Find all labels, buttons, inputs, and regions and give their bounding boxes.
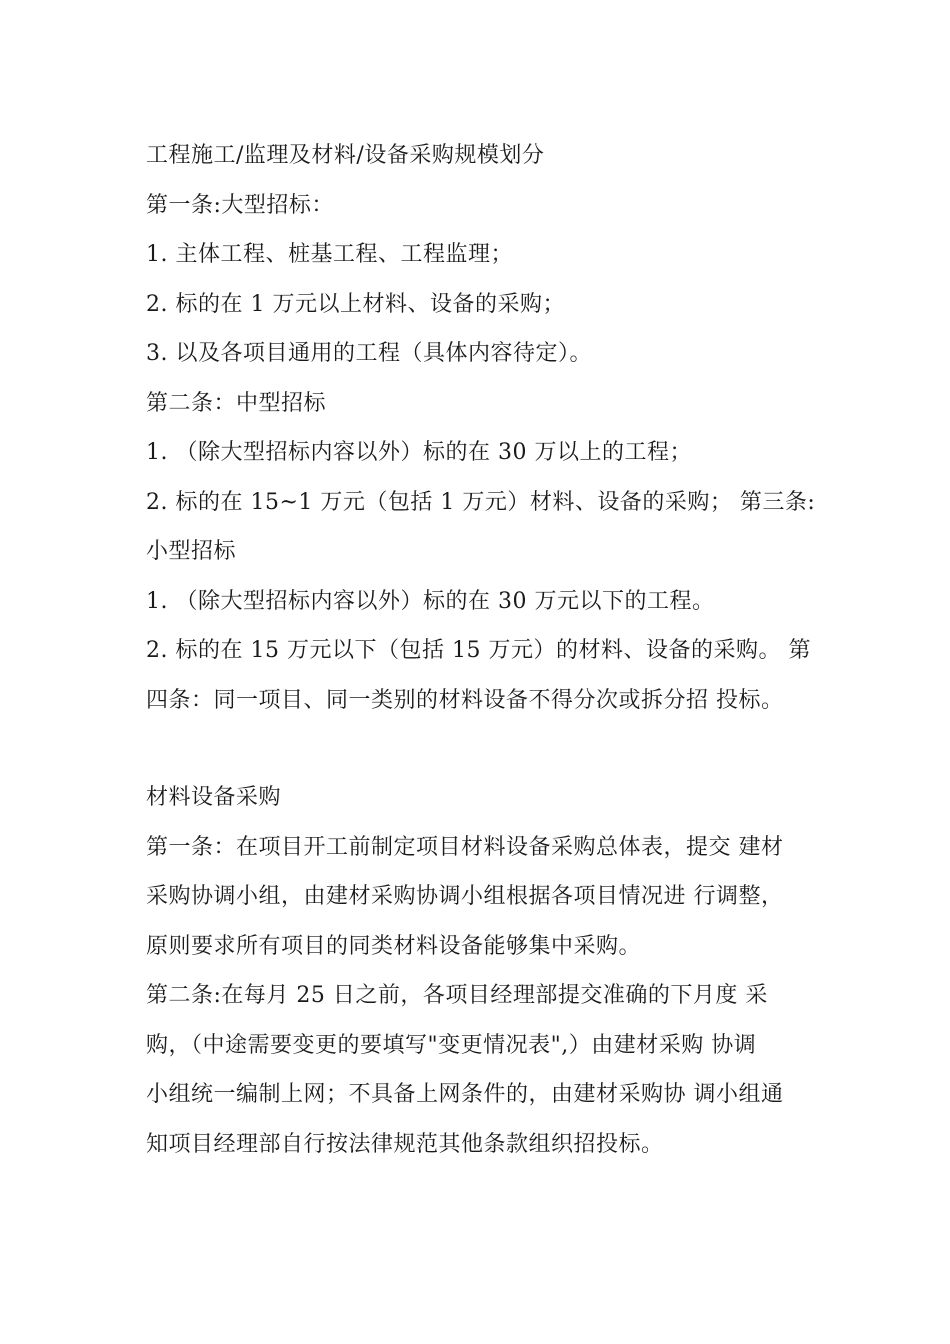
paragraph-line: 第一条:大型招标： (146, 192, 334, 218)
paragraph-line: 原则要求所有项目的同类材料设备能够集中采购。 (146, 933, 642, 959)
paragraph-line: 购，（中途需要变更的要填写"变更情况表",）由建材采购 协调 (146, 1032, 757, 1058)
paragraph-line: 小型招标 (146, 539, 237, 564)
paragraph-line: 2. 标的在 15 万元以下（包括 15 万元）的材料、设备的采购。 第 (146, 638, 811, 663)
paragraph-line: 2. 标的在 15~1 万元（包括 1 万元）材料、设备的采购； 第三条: (146, 489, 816, 515)
paragraph-line: 1. （除大型招标内容以外）标的在 30 万元以下的工程。 (146, 588, 715, 614)
paragraph-line: 1. （除大型招标内容以外）标的在 30 万以上的工程； (146, 440, 692, 465)
paragraph-line: 3. 以及各项目通用的工程（具体内容待定）。 (146, 341, 592, 366)
paragraph-line: 四条：同一项目、同一类别的材料设备不得分次或拆分招 投标。 (146, 687, 784, 713)
section-gap (146, 725, 820, 773)
paragraph-line: 知项目经理部自行按法律规范其他条款组织招投标。 (146, 1131, 664, 1157)
paragraph-line: 小组统一编制上网；不具备上网条件的，由建材采购协 调小组通 (146, 1082, 784, 1107)
paragraph-line: 第二条:在每月 25 日之前，各项目经理部提交准确的下月度 采 (146, 983, 768, 1008)
paragraph-line: 第一条：在项目开工前制定项目材料设备采购总体表，提交 建材 (146, 834, 784, 860)
paragraph-line: 采购协调小组，由建材采购协调小组根据各项目情况进 行调整， (146, 884, 784, 909)
section-title: 工程施工/监理及材料/设备采购规模划分 (146, 143, 545, 168)
paragraph-line: 第二条：中型招标 (146, 390, 327, 416)
paragraph-line: 1. 主体工程、桩基工程、工程监理； (146, 242, 513, 267)
document-body (146, 131, 820, 1169)
section-title: 材料设备采购 (146, 785, 282, 810)
paragraph-line: 2. 标的在 1 万元以上材料、设备的采购； (146, 291, 565, 317)
